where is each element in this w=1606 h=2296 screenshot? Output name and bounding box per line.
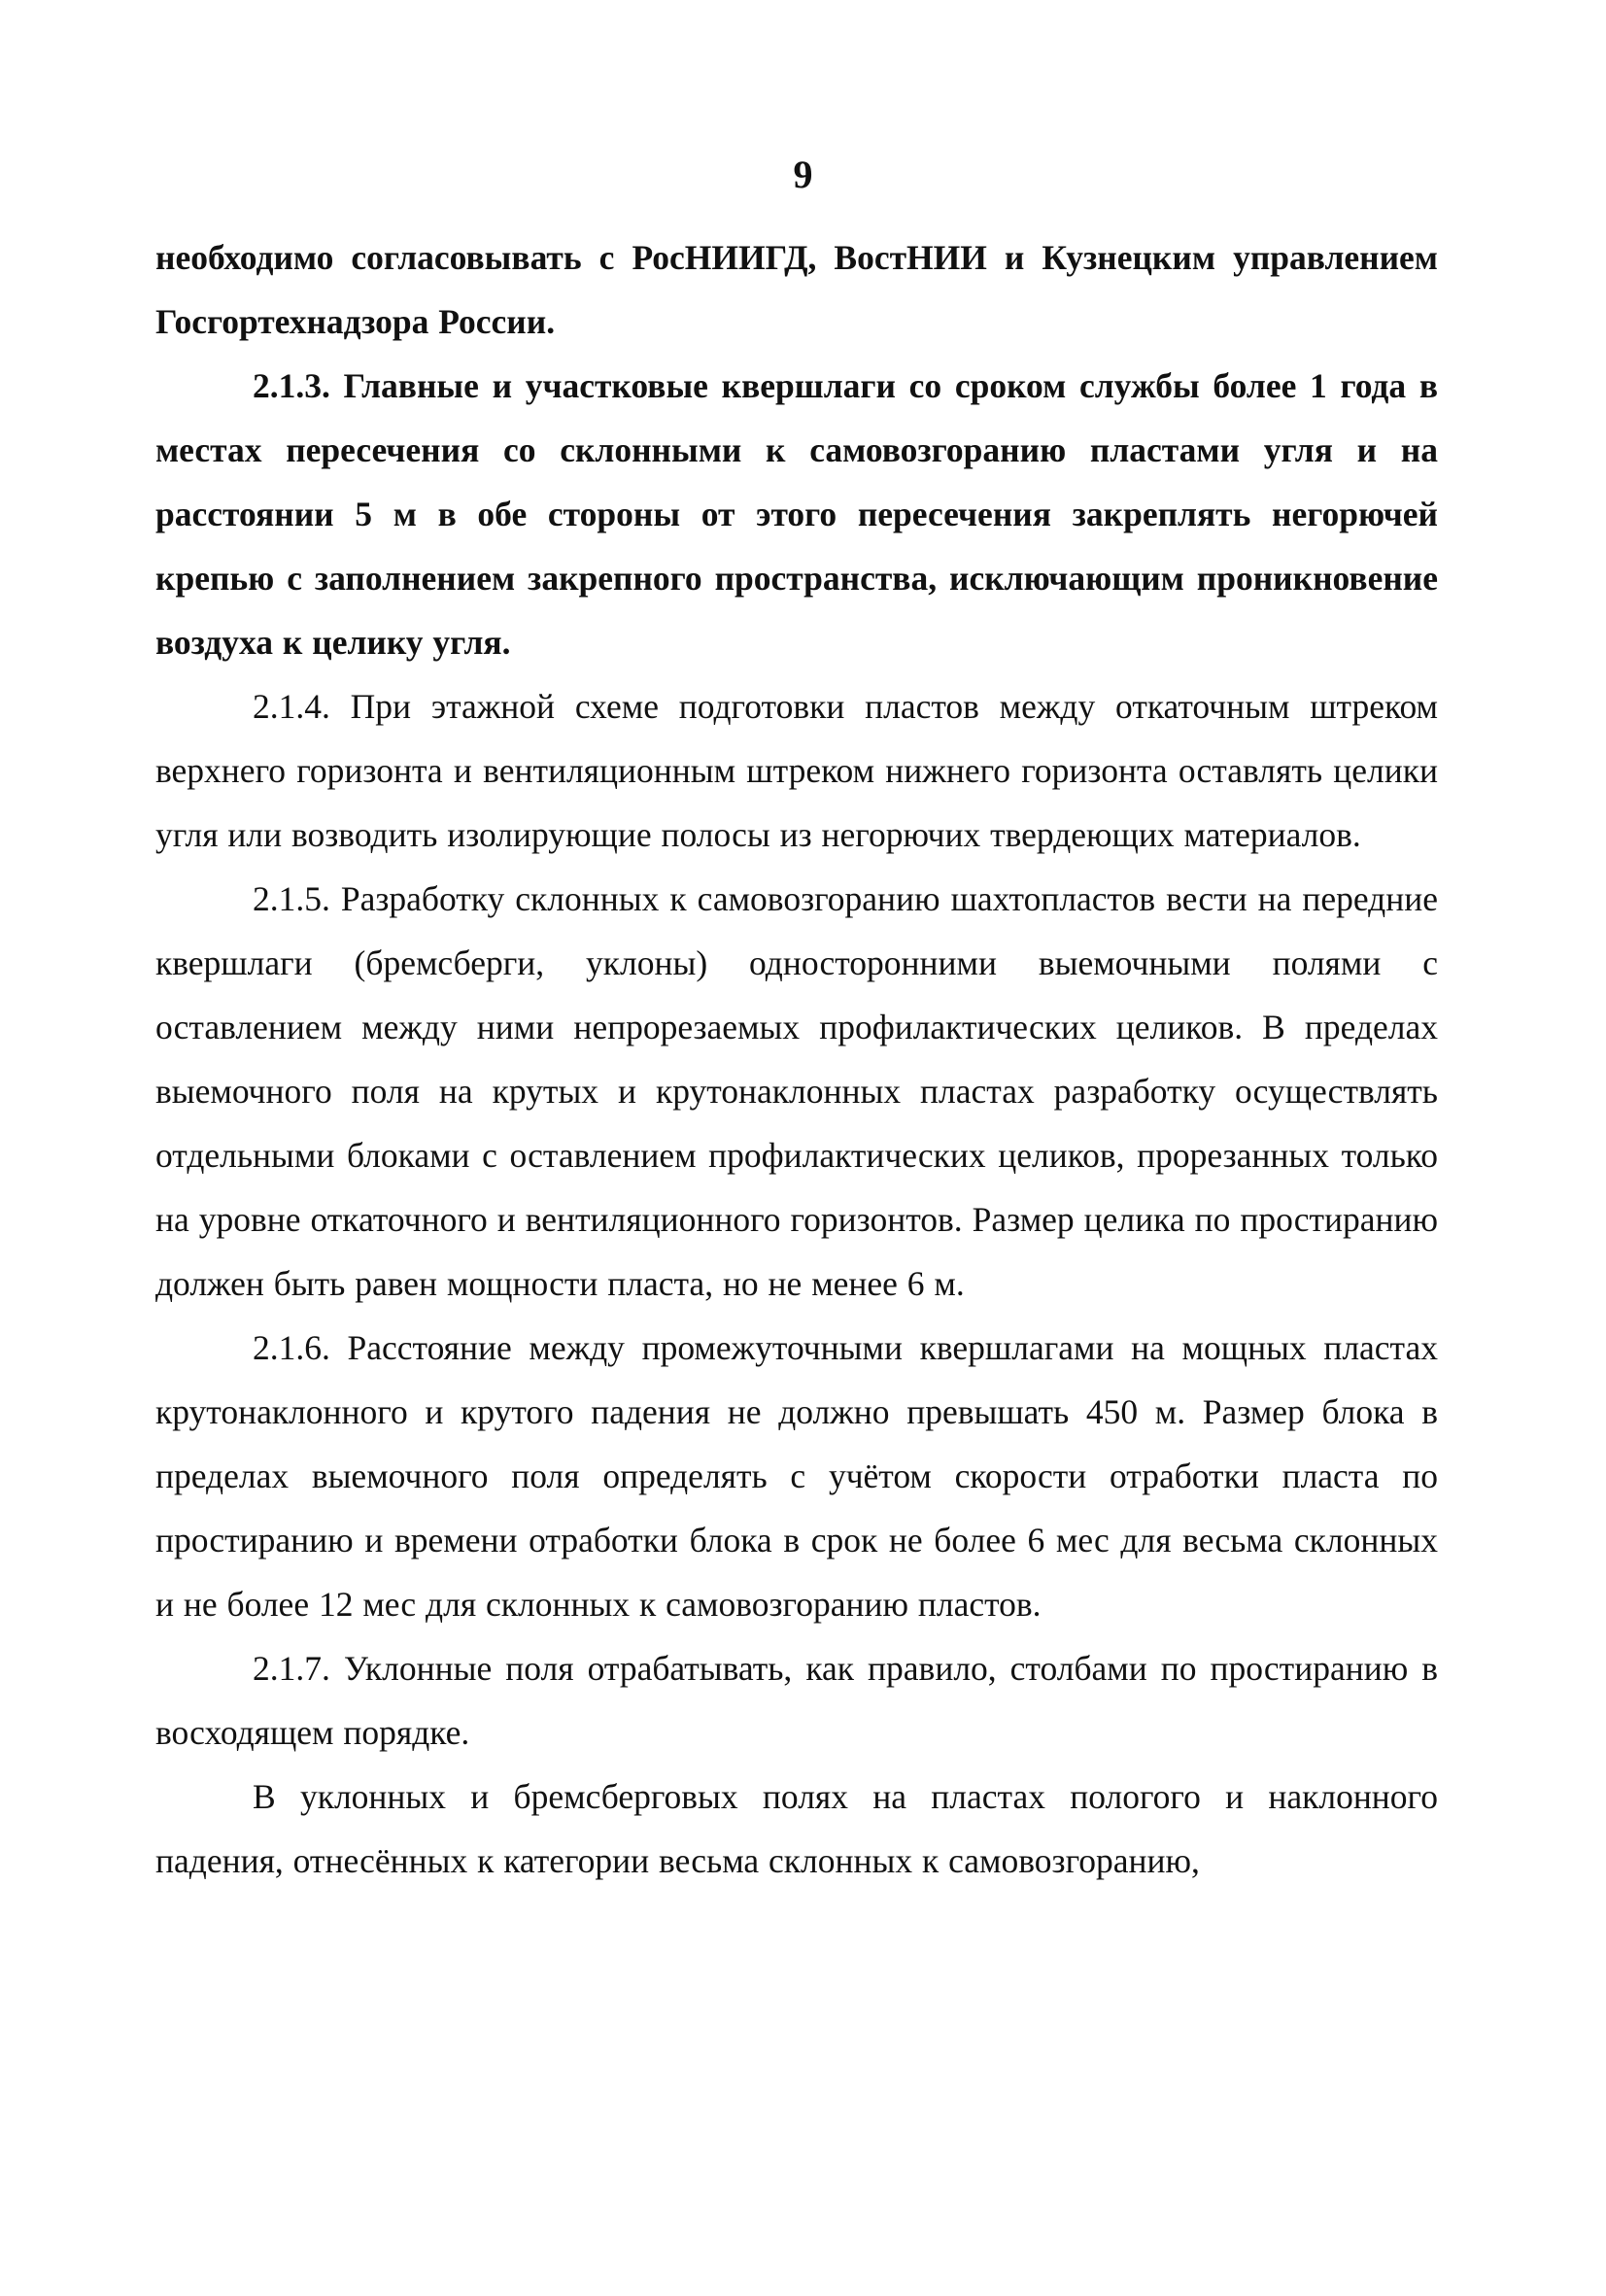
paragraph-2-1-3: 2.1.3. Главные и участковые квершлаги со сроком службы более 1 года в местах пересечения со склонными к самовозгоранию пластами угля и на расстоянии 5 м в обе стороны от этого пересечения закреплять негорючей крепью с заполнением закрепного пространства, исключающим проникновение воздуха к целику угля. <box>155 366 1438 662</box>
paragraph-2-1-7: 2.1.7. Уклонные поля отрабатывать, как правило, столбами по простиранию в восходящем порядке. <box>155 1649 1438 1752</box>
body-text <box>155 225 1438 1893</box>
paragraph-slopes: В уклонных и бремсберговых полях на пластах пологого и наклонного падения, отнесённых к категории весьма склонных к самовозгоранию, <box>155 1777 1438 1880</box>
paragraph-2-1-6: 2.1.6. Расстояние между промежуточными квершлагами на мощных пластах крутонаклонного и крутого падения не должно превышать 450 м. Размер блока в пределах выемочного поля определять с учётом скорости отработки пласта по простиранию и времени отработки блока в срок не более 6 мес для весьма склонных и не более 12 мес для склонных к самовозгоранию пластов. <box>155 1328 1438 1624</box>
paragraph-continuation: необходимо согласовывать с РосНИИГД, ВостНИИ и Кузнецким управлением Госгортехнадзора России. <box>155 238 1438 341</box>
paragraph-2-1-4: 2.1.4. При этажной схеме подготовки пластов между откаточным штреком верхнего горизонта и вентиляционным штреком нижнего горизонта оставлять целики угля или возводить изолирующие полосы из негорючих твердеющих материалов. <box>155 687 1438 854</box>
page-number: 9 <box>793 153 813 196</box>
paragraph-2-1-5: 2.1.5. Разработку склонных к самовозгоранию шахтопластов вести на передние квершлаги (бремсберги, уклоны) односторонними выемочными полями с оставлением между ними непрорезаемых профилактических целиков. В пределах выемочного поля на крутых и крутонаклонных пластах разработку осуществлять отдельными блоками с оставлением профилактических целиков, прорезанных только на уровне откаточного и вентиляционного горизонтов. Размер целика по простиранию должен быть равен мощности пласта, но не менее 6 м. <box>155 879 1438 1303</box>
